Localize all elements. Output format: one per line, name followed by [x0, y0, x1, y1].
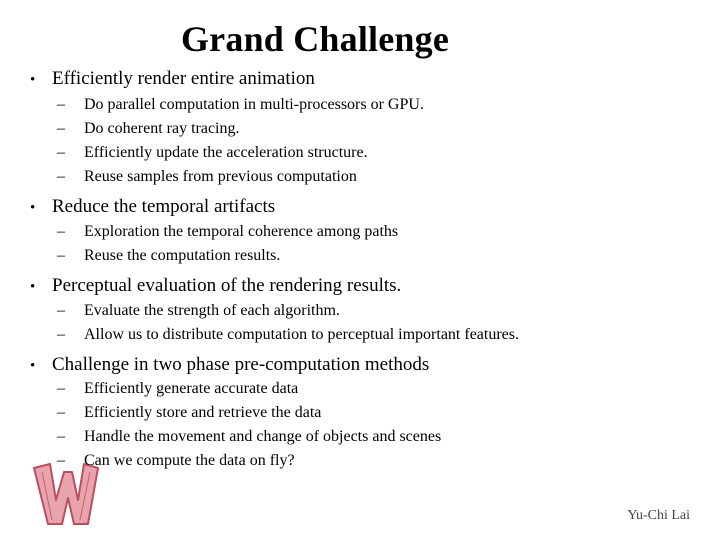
dash-icon: –: [57, 404, 65, 421]
bullet-item: [30, 354, 429, 376]
dash-icon: –: [57, 452, 65, 469]
bullet-item: [30, 275, 401, 297]
sub-item: [57, 144, 368, 162]
sub-text: Reuse the computation results.: [84, 247, 281, 264]
bullet-icon: •: [30, 358, 36, 374]
sub-text: Handle the movement and change of objects and scenes: [84, 428, 442, 445]
sub-text: Do coherent ray tracing.: [84, 120, 240, 137]
sub-item: [57, 302, 340, 320]
dash-icon: –: [57, 302, 65, 319]
sub-item: [57, 96, 424, 114]
author-footer: Yu-Chi Lai: [627, 508, 690, 523]
dash-icon: –: [57, 96, 65, 113]
bullet-text: Reduce the temporal artifacts: [52, 196, 276, 217]
dash-icon: –: [57, 223, 65, 240]
sub-text: Allow us to distribute computation to perceptual important features.: [84, 326, 520, 343]
sub-text: Efficiently update the acceleration structure.: [84, 144, 368, 161]
sub-item: [57, 404, 321, 422]
sub-text: Do parallel computation in multi-processors or GPU.: [84, 96, 424, 113]
sub-item: [57, 168, 357, 186]
sub-text: Evaluate the strength of each algorithm.: [84, 302, 340, 319]
bullet-icon: •: [30, 72, 36, 88]
dash-icon: –: [57, 247, 65, 264]
dash-icon: –: [57, 168, 65, 185]
sub-item: [57, 120, 239, 138]
sub-text: Efficiently generate accurate data: [84, 380, 299, 397]
bullet-icon: •: [30, 279, 36, 295]
sub-item: [57, 428, 441, 446]
sub-text: Exploration the temporal coherence among paths: [84, 223, 399, 240]
sub-item: [57, 223, 398, 241]
sub-text: Reuse samples from previous computation: [84, 168, 357, 185]
dash-icon: –: [57, 326, 65, 343]
dash-icon: –: [57, 144, 65, 161]
bullet-item: [30, 196, 275, 218]
bullet-text: Perceptual evaluation of the rendering results.: [52, 275, 402, 296]
sub-item: [57, 326, 519, 344]
sub-text: Can we compute the data on fly?: [84, 452, 295, 469]
bullet-item: [30, 68, 315, 90]
dash-icon: –: [57, 120, 65, 137]
bullet-icon: •: [30, 200, 36, 216]
bullet-text: Challenge in two phase pre-computation methods: [52, 354, 430, 375]
sub-item: [57, 247, 280, 265]
sub-text: Efficiently store and retrieve the data: [84, 404, 322, 421]
dash-icon: –: [57, 380, 65, 397]
sub-item: [57, 452, 295, 470]
bullet-text: Efficiently render entire animation: [52, 68, 315, 89]
slide-title: Grand Challenge: [180, 19, 450, 59]
sub-item: [57, 380, 298, 398]
dash-icon: –: [57, 428, 65, 445]
